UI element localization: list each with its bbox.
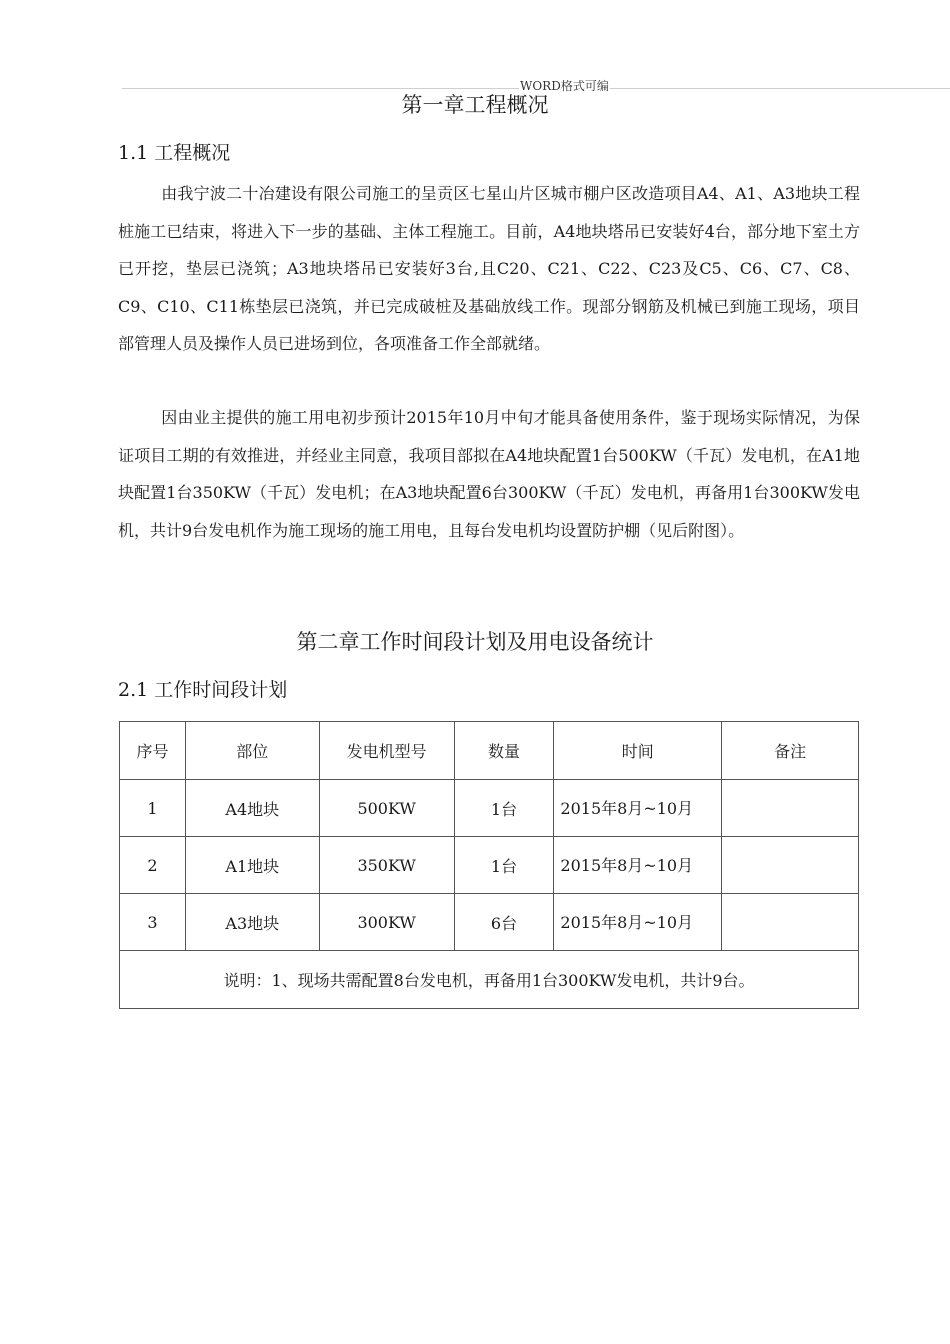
row-quantity: 6台 xyxy=(454,894,554,951)
row-model: 300KW xyxy=(319,894,454,951)
chapter2-title: 第二章工作时间段计划及用电设备统计 xyxy=(296,630,654,654)
row-time: 2015年8月~10月 xyxy=(554,780,722,837)
row-model: 350KW xyxy=(319,837,454,894)
header-cell: 序号 xyxy=(120,722,186,780)
row-number: 3 xyxy=(120,894,186,951)
header-cell: 部位 xyxy=(185,722,319,780)
row-number: 1 xyxy=(120,780,186,837)
header-cell: 发电机型号 xyxy=(319,722,454,780)
header-watermark: WORD格式可编 xyxy=(520,79,609,93)
section-1-1-title: 1.1 工程概况 xyxy=(118,142,231,164)
row-model: 500KW xyxy=(319,780,454,837)
row-note xyxy=(722,837,859,894)
row-quantity: 1台 xyxy=(454,837,554,894)
header-cell: 备注 xyxy=(722,722,859,780)
row-note xyxy=(722,780,859,837)
row-number: 2 xyxy=(120,837,186,894)
row-time: 2015年8月~10月 xyxy=(554,837,722,894)
row-site: A3地块 xyxy=(185,894,319,951)
table-footnote: 说明：1、现场共需配置8台发电机，再备用1台300KW发电机，共计9台。 xyxy=(120,951,859,1009)
section-2-1-title: 2.1 工作时间段计划 xyxy=(118,679,288,701)
row-site: A1地块 xyxy=(185,837,319,894)
table-row xyxy=(120,780,859,837)
schedule-table xyxy=(119,721,859,1009)
table-footnote-row xyxy=(120,951,859,1009)
row-time: 2015年8月~10月 xyxy=(554,894,722,951)
row-quantity: 1台 xyxy=(454,780,554,837)
header-cell: 时间 xyxy=(554,722,722,780)
row-note xyxy=(722,894,859,951)
chapter1-paragraph-2: 因由业主提供的施工用电初步预计2015年10月中旬才能具备使用条件，鉴于现场实际情况，为保证项目工期的有效推进，并经业主同意，我项目部拟在A4地块配置1台500KW（千瓦）发电机，在A1地块配置1台350KW（千瓦）发电机；在A3地块配置6台300KW（千瓦）发电机，再备用1台300KW发电机，共计9台发电机作为施工现场的施工用电，且每台发电机均设置防护棚（见后附图）。 xyxy=(118,408,860,540)
table-row xyxy=(120,894,859,951)
table-row xyxy=(120,837,859,894)
chapter1-title: 第一章工程概况 xyxy=(401,93,549,117)
header-cell: 数量 xyxy=(454,722,554,780)
row-site: A4地块 xyxy=(185,780,319,837)
chapter1-paragraph-1: 由我宁波二十冶建设有限公司施工的呈贡区七星山片区城市棚户区改造项目A4、A1、A3地块工程桩施工已结束，将进入下一步的基础、主体工程施工。目前，A4地块塔吊已安装好4台，部分地下室土方已开挖，垫层已浇筑；A3地块塔吊已安装好3台,且C20、C21、C22、C23及C5、C6、C7、C8、C9、C10、C11栋垫层已浇筑，并已完成破桩及基础放线工作。现部分钢筋及机械已到施工现场，项目部管理人员及操作人员已进场到位，各项准备工作全部就绪。 xyxy=(118,184,860,354)
table-header-row xyxy=(120,722,859,780)
